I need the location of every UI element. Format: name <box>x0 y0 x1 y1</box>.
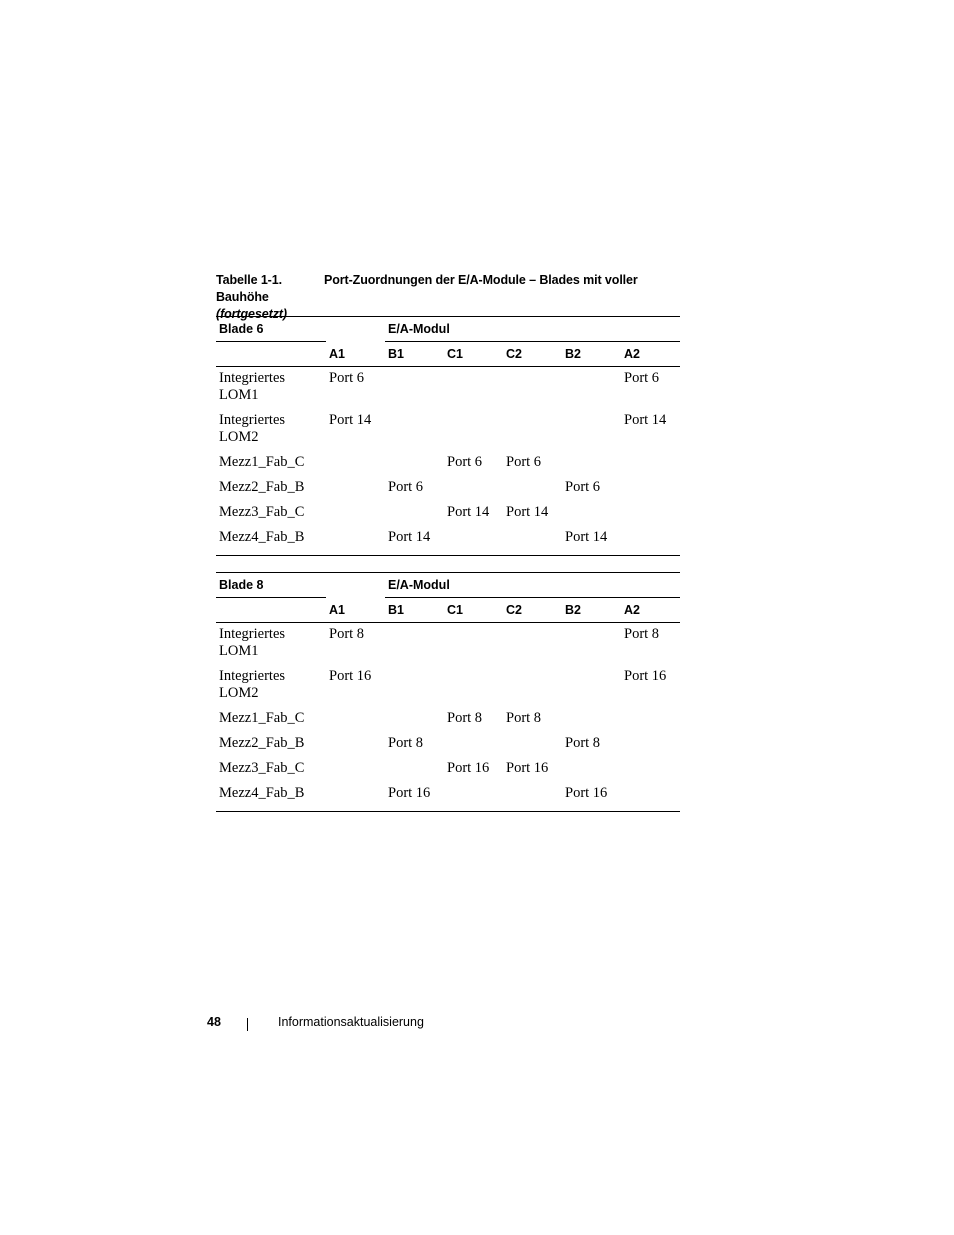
column-header-c1: C1 <box>444 342 503 367</box>
header-row <box>216 317 680 342</box>
port-cell <box>444 735 503 760</box>
header-row <box>216 573 680 598</box>
port-cell: Port 6 <box>506 454 542 470</box>
row-label: Mezz1_Fab_C <box>219 710 305 726</box>
port-cell <box>562 412 621 454</box>
port-cell <box>385 454 444 479</box>
column-header-a2: A2 <box>621 598 680 623</box>
page-number: 48 <box>207 1015 221 1029</box>
row-label: Mezz2_Fab_B <box>219 735 305 751</box>
port-cell <box>326 735 385 760</box>
table-row <box>216 760 680 785</box>
column-header-a2: A2 <box>621 342 680 367</box>
column-header-b1: B1 <box>385 342 444 367</box>
port-cell: Port 8 <box>624 626 660 642</box>
row-label: Mezz1_Fab_C <box>219 454 305 470</box>
port-cell: Port 8 <box>447 710 483 726</box>
port-cell <box>444 412 503 454</box>
port-cell <box>385 710 444 735</box>
header-spacer <box>326 317 385 342</box>
port-cell <box>444 785 503 812</box>
column-header-a1: A1 <box>326 342 385 367</box>
row-label: Integriertes LOM2 <box>219 668 286 701</box>
column-header-c2: C2 <box>503 342 562 367</box>
table-row <box>216 668 680 710</box>
column-header-b2: B2 <box>562 598 621 623</box>
port-cell: Port 14 <box>385 529 444 556</box>
row-label: Mezz3_Fab_C <box>219 504 305 520</box>
table-row <box>216 504 680 529</box>
blade-header: Blade 6 <box>216 317 326 342</box>
port-cell: Port 16 <box>506 760 549 776</box>
port-cell <box>385 367 444 413</box>
port-cell <box>326 504 385 529</box>
row-label: Mezz3_Fab_C <box>219 760 305 776</box>
port-cell: Port 8 <box>506 710 542 726</box>
port-cell <box>621 735 680 760</box>
row-label: Integriertes LOM1 <box>219 370 286 403</box>
port-cell: Port 8 <box>388 735 424 751</box>
port-cell <box>621 504 680 529</box>
port-cell <box>444 479 503 504</box>
caption-line <box>216 272 686 306</box>
port-cell <box>385 412 444 454</box>
port-cell <box>562 623 621 669</box>
port-cell: Port 6 <box>447 454 483 470</box>
port-cell <box>503 412 562 454</box>
table-row <box>216 412 680 454</box>
port-cell <box>621 785 680 812</box>
column-header-a1: A1 <box>326 598 385 623</box>
caption-label: Tabelle 1-1. <box>216 273 282 287</box>
port-cell <box>503 668 562 710</box>
table-row <box>216 479 680 504</box>
port-cell <box>326 710 385 735</box>
port-cell <box>621 529 680 556</box>
port-cell <box>562 710 621 735</box>
row-label: Mezz4_Fab_B <box>216 785 326 812</box>
port-cell <box>621 479 680 504</box>
port-cell: Port 8 <box>329 626 365 642</box>
table-row <box>216 529 680 556</box>
port-cell: Port 16 <box>562 785 621 812</box>
header-spacer <box>326 573 385 598</box>
port-cell <box>444 668 503 710</box>
running-title: Informationsaktualisierung <box>278 1015 424 1029</box>
port-cell <box>503 623 562 669</box>
port-cell <box>444 529 503 556</box>
caption-title: Port-Zuordnungen der E/A-Module – Blades mit voller Bauhöhe <box>216 273 638 304</box>
footer-separator <box>247 1018 248 1031</box>
port-table-blade-6 <box>216 316 680 556</box>
port-cell <box>503 479 562 504</box>
port-cell <box>503 367 562 413</box>
port-cell <box>326 479 385 504</box>
port-cell <box>385 504 444 529</box>
port-cell <box>385 623 444 669</box>
port-cell: Port 14 <box>329 412 372 428</box>
port-cell <box>385 760 444 785</box>
column-header-blank <box>216 598 326 623</box>
column-header-row <box>216 342 680 367</box>
port-cell: Port 16 <box>329 668 372 684</box>
table-row <box>216 785 680 812</box>
column-header-blank <box>216 342 326 367</box>
port-cell <box>562 367 621 413</box>
port-cell: Port 8 <box>565 735 601 751</box>
port-cell: Port 14 <box>447 504 490 520</box>
port-cell <box>326 785 385 812</box>
port-cell <box>621 710 680 735</box>
port-cell <box>385 668 444 710</box>
port-cell <box>326 760 385 785</box>
table-row <box>216 710 680 735</box>
row-label: Mezz2_Fab_B <box>219 479 305 495</box>
port-cell <box>621 454 680 479</box>
port-cell: Port 14 <box>624 412 667 428</box>
port-cell <box>562 668 621 710</box>
port-cell: Port 6 <box>388 479 424 495</box>
port-cell: Port 16 <box>385 785 444 812</box>
port-cell <box>326 454 385 479</box>
port-cell <box>326 529 385 556</box>
caption-subtitle: (fortgesetzt) <box>216 307 287 321</box>
port-cell <box>562 454 621 479</box>
port-cell <box>503 785 562 812</box>
module-group-header: E/A-Modul <box>385 317 680 342</box>
column-header-row <box>216 598 680 623</box>
port-cell: Port 6 <box>624 370 660 386</box>
port-cell <box>562 504 621 529</box>
row-label: Integriertes LOM1 <box>219 626 286 659</box>
port-cell <box>621 760 680 785</box>
row-label: Integriertes LOM2 <box>219 412 286 445</box>
column-header-b2: B2 <box>562 342 621 367</box>
port-cell <box>503 529 562 556</box>
port-cell <box>444 623 503 669</box>
port-cell: Port 6 <box>329 370 365 386</box>
table-row <box>216 623 680 669</box>
port-table-blade-8 <box>216 572 680 812</box>
port-cell: Port 16 <box>624 668 667 684</box>
module-group-header: E/A-Modul <box>385 573 680 598</box>
port-cell <box>562 760 621 785</box>
table-row <box>216 735 680 760</box>
port-cell <box>503 735 562 760</box>
port-cell: Port 16 <box>447 760 490 776</box>
column-header-b1: B1 <box>385 598 444 623</box>
table-row <box>216 454 680 479</box>
blade-header: Blade 8 <box>216 573 326 598</box>
row-label: Mezz4_Fab_B <box>216 529 326 556</box>
column-header-c2: C2 <box>503 598 562 623</box>
port-cell: Port 14 <box>506 504 549 520</box>
column-header-c1: C1 <box>444 598 503 623</box>
port-cell: Port 14 <box>562 529 621 556</box>
port-cell <box>444 367 503 413</box>
port-cell: Port 6 <box>565 479 601 495</box>
table-row <box>216 367 680 413</box>
